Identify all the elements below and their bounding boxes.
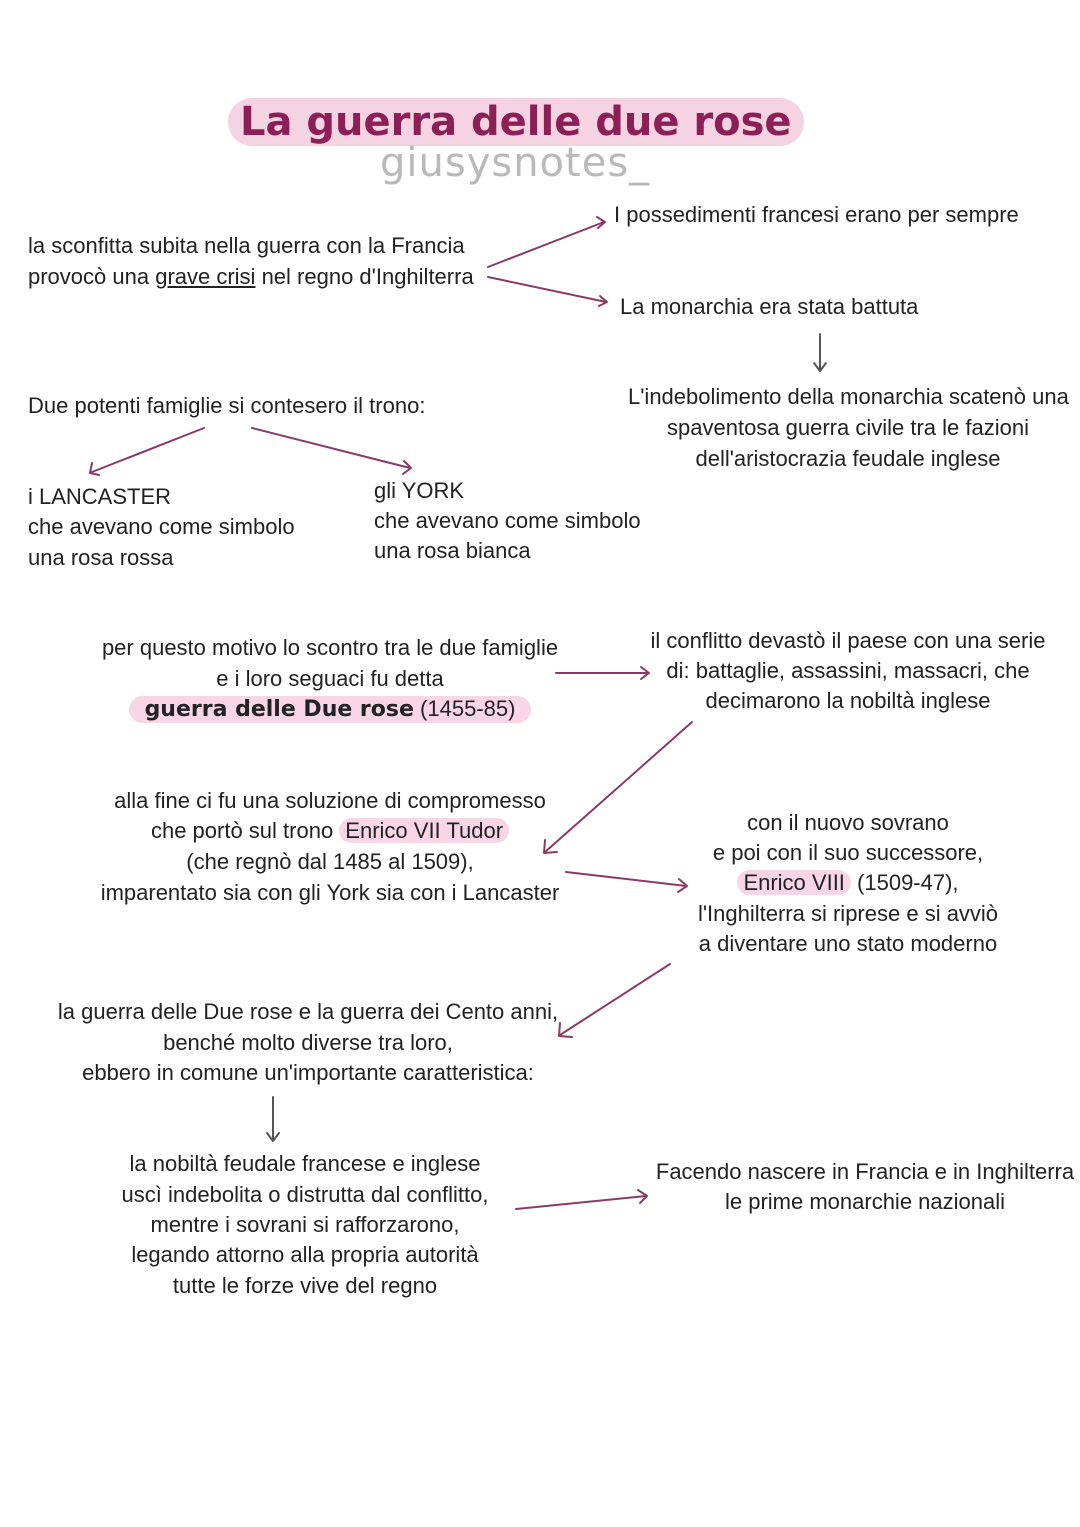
new-king-line-2: e poi con il suo successore, [712, 840, 984, 865]
new-king-line-5: a diventare uno stato moderno [698, 931, 998, 956]
war-dates: (1455-85) [420, 696, 516, 721]
war-name: guerra delle Due rose [144, 697, 414, 722]
arrow-devastation-to-compromise [545, 722, 692, 852]
comparison-line-3: ebbero in comune un'importante caratteristica: [82, 1060, 534, 1085]
arrow-to-possessions [488, 222, 604, 267]
arrow-newking-to-comparison [560, 964, 670, 1035]
consequence-monarchy: La monarchia era stata battuta [620, 294, 919, 319]
comparison-line-1: la guerra delle Due rose e la guerra dei Cento anni, [57, 999, 559, 1024]
york-line-2: che avevano come simbolo [374, 508, 641, 533]
new-king-line-1: con il nuovo sovrano [747, 810, 949, 835]
civil-war-line-2: spaventosa guerra civile tra le fazioni [667, 415, 1029, 440]
enrico-viii-dates: (1509-47), [850, 870, 959, 895]
comparison-line-2: benché molto diverse tra loro, [163, 1030, 453, 1055]
devastation-line-1: il conflitto devastò il paese con una serie [650, 628, 1046, 653]
intro-text-end: nel regno d'Inghilterra [255, 264, 474, 289]
devastation-line-3: decimarono la nobiltà inglese [705, 688, 991, 713]
york-title: gli YORK [374, 478, 465, 503]
grave-crisi-underlined: grave crisi [155, 264, 256, 289]
nobility-line-5: tutte le forze vive del regno [172, 1273, 438, 1298]
arrow-nobility-to-monarchies [516, 1196, 646, 1209]
origin-line-1: per questo motivo lo scontro tra le due famiglie [101, 635, 559, 660]
civil-war-line-3: dell'aristocrazia feudale inglese [695, 446, 1001, 471]
nobility-line-2: uscì indebolita o distrutta dal conflitto, [121, 1182, 489, 1207]
nobility-line-1: la nobiltà feudale francese e inglese [129, 1151, 481, 1176]
arrow-to-york [252, 428, 410, 468]
arrow-compromise-to-newking [566, 872, 686, 886]
monarchies-line-1: Facendo nascere in Francia e in Inghilterra [655, 1159, 1075, 1184]
arrow-to-monarchy [488, 277, 606, 302]
consequence-possessions: I possedimenti francesi erano per sempre [614, 202, 1019, 227]
lancaster-title: i LANCASTER [28, 484, 172, 509]
compromise-text: che portò sul trono [150, 818, 340, 843]
compromise-line-1: alla fine ci fu una soluzione di compromesso [114, 788, 546, 813]
families-intro: Due potenti famiglie si contesero il trono: [28, 393, 426, 418]
origin-line-2: e i loro seguaci fu detta [216, 666, 444, 691]
intro-text: provocò una [28, 264, 156, 289]
compromise-line-4: imparentato sia con gli York sia con i Lancaster [100, 880, 560, 905]
civil-war-line-1: L'indebolimento della monarchia scatenò una [628, 384, 1069, 409]
intro-line-1: la sconfitta subita nella guerra con la Francia [28, 233, 465, 258]
arrow-to-lancaster [92, 428, 204, 472]
enrico-vii-highlight: Enrico VII Tudor [339, 818, 509, 843]
york-line-3: una rosa bianca [374, 538, 531, 563]
page-title: La guerra delle due rose [228, 98, 804, 146]
lancaster-line-3: una rosa rossa [28, 545, 174, 570]
devastation-line-2: di: battaglie, assassini, massacri, che [666, 658, 1030, 683]
enrico-viii-highlight: Enrico VIII [737, 870, 850, 895]
new-king-line-4: l'Inghilterra si riprese e si avviò [697, 901, 999, 926]
author-watermark: giusysnotes_ [380, 140, 651, 186]
monarchies-line-2: le prime monarchie nazionali [724, 1189, 1006, 1214]
nobility-line-4: legando attorno alla propria autorità [131, 1242, 479, 1267]
nobility-line-3: mentre i sovrani si rafforzarono, [150, 1212, 460, 1237]
compromise-line-3: (che regnò dal 1485 al 1509), [186, 849, 474, 874]
lancaster-line-2: che avevano come simbolo [28, 514, 295, 539]
